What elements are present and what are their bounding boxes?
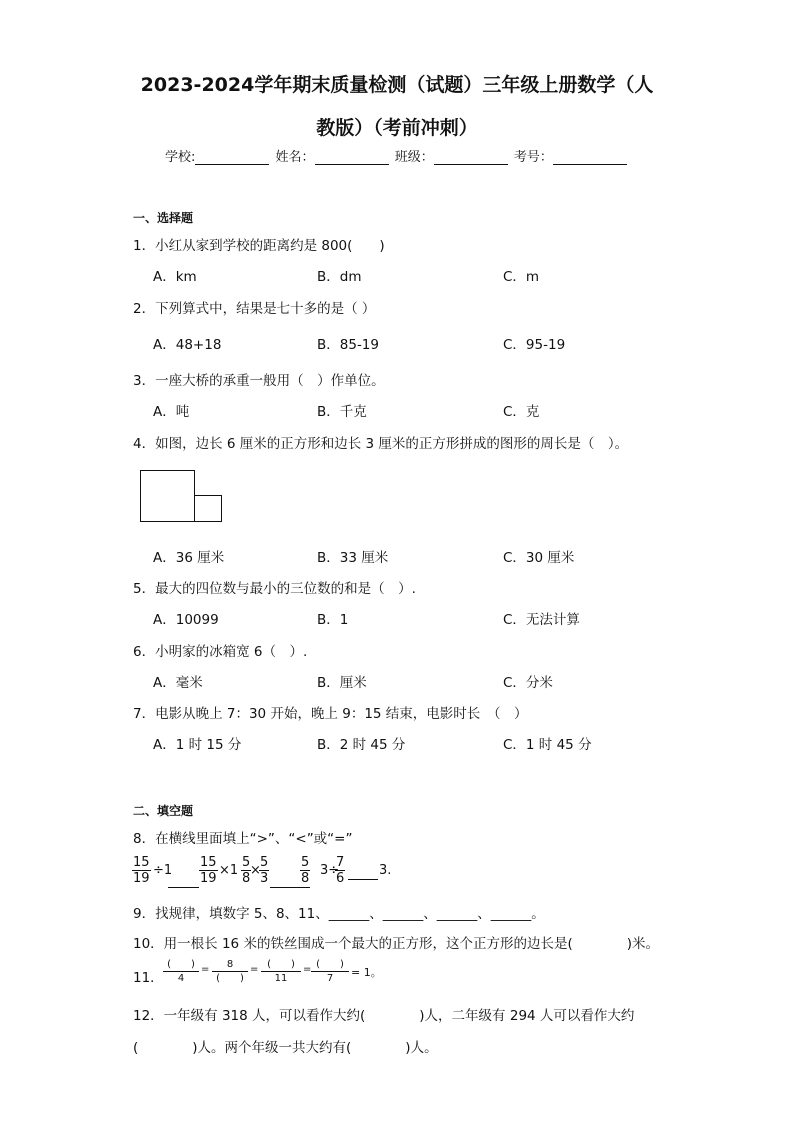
squares-figure (140, 470, 224, 524)
question-6: 6．小明家的冰箱宽 6（ ）. (133, 644, 308, 660)
denominator: 8 (242, 871, 251, 886)
q1-option-a[interactable]: A．km (153, 269, 197, 285)
numerator[interactable]: ( ) (261, 958, 301, 972)
question-1: 1．小红从家到学校的距离约是 800( ) (133, 238, 385, 254)
question-5: 5．最大的四位数与最小的三位数的和是（ ）. (133, 581, 416, 597)
numerator[interactable]: ( ) (163, 958, 199, 972)
q8-fraction-5 (300, 855, 310, 886)
q3-option-a[interactable]: A．吨 (153, 404, 190, 420)
q11-fraction-b (212, 958, 248, 985)
q8-tail: 3. (379, 863, 392, 878)
question-12-line2: ( )人。两个年级一共大约有( )人。 (133, 1040, 438, 1056)
q1-option-b[interactable]: B．dm (317, 269, 362, 285)
school-blank[interactable] (195, 150, 269, 165)
denominator: 11 (274, 973, 288, 984)
q8-fraction-2 (199, 855, 218, 886)
q8-op-2: ×1 (219, 863, 239, 878)
question-10: 10．用一根长 16 米的铁丝围成一个最大的正方形，这个正方形的边长是( )米。 (133, 936, 659, 952)
q2-option-b[interactable]: B．85-19 (317, 337, 379, 353)
q2-option-a[interactable]: A．48+18 (153, 337, 222, 353)
q7-option-b[interactable]: B．2 时 45 分 (317, 737, 406, 753)
numerator: 5 (301, 855, 310, 870)
q3-option-c[interactable]: C．克 (503, 404, 540, 420)
q11-eq-1: = (201, 964, 210, 975)
q8-blank-1[interactable] (168, 886, 199, 888)
numerator: 15 (200, 855, 217, 870)
q3-option-b[interactable]: B．千克 (317, 404, 367, 420)
question-11-label: 11． (133, 970, 164, 986)
class-label: 班级： (394, 150, 434, 165)
q8-blank-2[interactable] (270, 886, 310, 888)
q8-pre-6: 3÷ (320, 863, 340, 878)
q11-fraction-a (163, 958, 199, 985)
question-7: 7．电影从晚上 7：30 开始，晚上 9：15 结束，电影时长 （ ） (133, 706, 528, 722)
q8-fraction-4 (259, 855, 269, 886)
q6-option-a[interactable]: A．毫米 (153, 675, 203, 691)
small-square (195, 496, 222, 522)
page-title-line1: 2023-2024学年期末质量检测（试题）三年级上册数学（人 (140, 74, 654, 96)
q4-option-b[interactable]: B．33 厘米 (317, 550, 389, 566)
question-2: 2．下列算式中，结果是七十多的是（ ） (133, 301, 376, 317)
numerator: 5 (242, 855, 251, 870)
id-blank[interactable] (553, 150, 627, 165)
numerator: 8 (212, 958, 248, 972)
q6-option-c[interactable]: C．分米 (503, 675, 553, 691)
q5-option-a[interactable]: A．10099 (153, 612, 219, 628)
denominator[interactable]: ( ) (216, 973, 244, 984)
q6-option-b[interactable]: B．厘米 (317, 675, 367, 691)
q7-option-a[interactable]: A．1 时 15 分 (153, 737, 242, 753)
q8-fraction-1 (132, 855, 151, 886)
numerator[interactable]: ( ) (311, 958, 349, 972)
q4-option-c[interactable]: C．30 厘米 (503, 550, 575, 566)
student-info-row (165, 146, 629, 165)
name-label: 姓名： (275, 150, 315, 165)
q11-fraction-d (311, 958, 349, 985)
q8-fraction-6 (335, 855, 345, 886)
denominator: 19 (133, 871, 150, 886)
q8-times: × (250, 863, 261, 878)
question-9: 9．找规律，填数字 5、8、11、______、______、______、______。 (133, 906, 545, 922)
question-4: 4．如图，边长 6 厘米的正方形和边长 3 厘米的正方形拼成的图形的周长是（ ）。 (133, 436, 629, 452)
q11-fraction-c (261, 958, 301, 985)
denominator: 6 (336, 871, 345, 886)
q11-eq-2: = (250, 964, 259, 975)
question-8: 8．在横线里面填上“>”、“<”或“=” (133, 831, 353, 847)
q5-option-c[interactable]: C．无法计算 (503, 612, 580, 628)
q5-option-b[interactable]: B．1 (317, 612, 349, 628)
denominator: 19 (200, 871, 217, 886)
q11-eq-3: = (303, 964, 312, 975)
section-title-choice: 一、选择题 (133, 211, 194, 225)
q2-option-c[interactable]: C．95-19 (503, 337, 566, 353)
denominator: 3 (260, 871, 269, 886)
numerator: 15 (133, 855, 150, 870)
q8-blank-3[interactable] (348, 878, 378, 880)
denominator: 4 (177, 973, 185, 984)
denominator: 8 (301, 871, 310, 886)
school-label: 学校: (165, 150, 196, 165)
page-title-line2: 教版）（考前冲刺） (316, 117, 478, 139)
numerator: 7 (336, 855, 345, 870)
denominator: 7 (326, 973, 334, 984)
large-square (141, 471, 195, 522)
numerator: 5 (260, 855, 269, 870)
id-label: 考号： (513, 150, 553, 165)
question-12-line1: 12．一年级有 318 人，可以看作大约( )人，二年级有 294 人可以看作大约 (133, 1008, 635, 1024)
q4-option-a[interactable]: A．36 厘米 (153, 550, 225, 566)
section-title-fill: 二、填空题 (133, 804, 194, 818)
class-blank[interactable] (434, 150, 508, 165)
question-3: 3．一座大桥的承重一般用（ ）作单位。 (133, 373, 385, 389)
q7-option-c[interactable]: C．1 时 45 分 (503, 737, 592, 753)
q8-op-1: ÷1 (153, 863, 173, 878)
q1-option-c[interactable]: C．m (503, 269, 540, 285)
name-blank[interactable] (315, 150, 389, 165)
q11-end: = 1。 (351, 966, 382, 979)
